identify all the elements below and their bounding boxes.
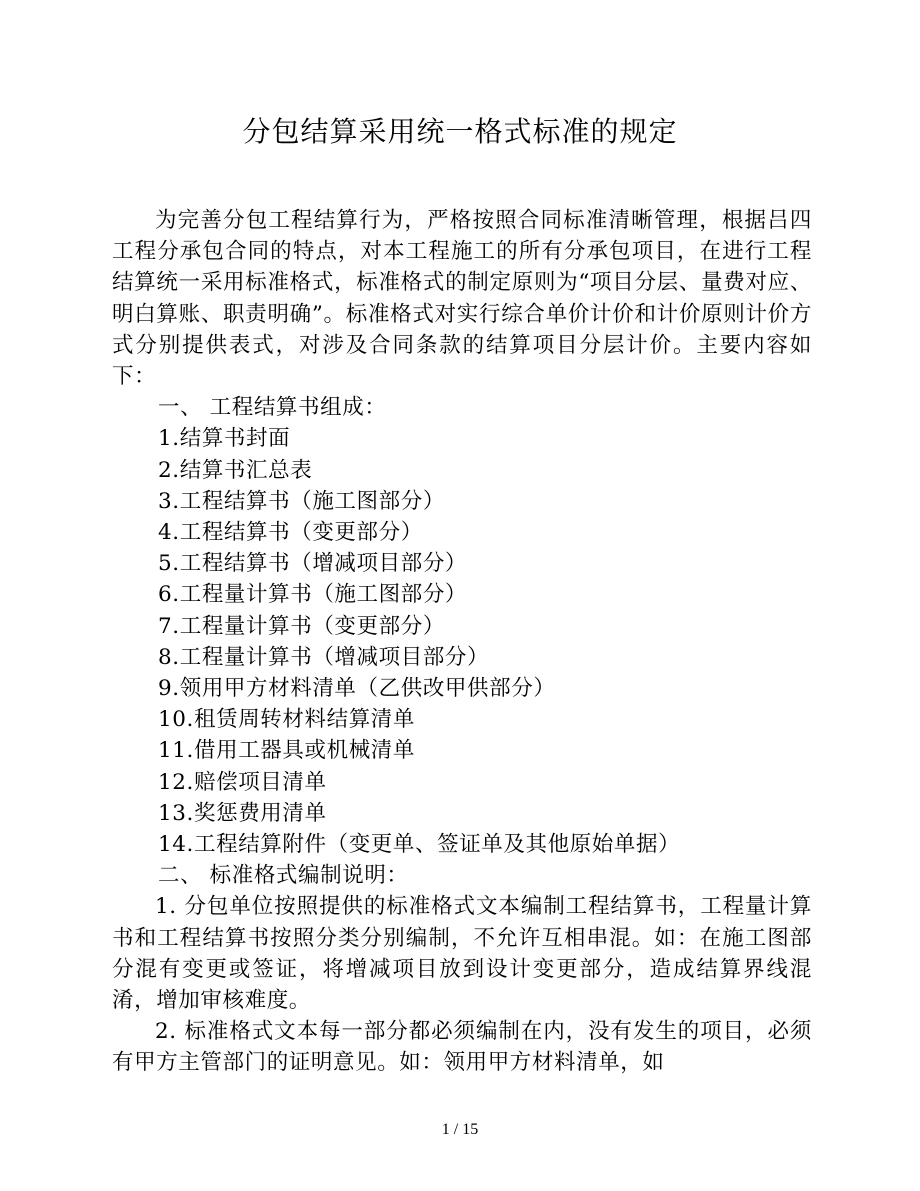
list-item: 6.工程量计算书（施工图部分） xyxy=(158,582,468,608)
list-item: 14.工程结算附件（变更单、签证单及其他原始单据） xyxy=(158,832,681,858)
list-item: 11.借用工器具或机械清单 xyxy=(158,738,415,764)
intro-paragraph: 为完善分包工程结算行为，严格按照合同标准清晰管理，根据吕四工程分承包合同的特点，对本工程施工的所有分承包项目，在进行工程结算统一采用标准格式，标准格式的制定原则为“项目分层、量费对应、明白算账、职责明确”。标准格式对实行综合单价计价和计价原则计价方式分别提供表式，对涉及合同条款的结算项目分层计价。主要内容如下： xyxy=(112,208,812,390)
section-heading: 一、 工程结算书组成： xyxy=(158,395,387,421)
list-item: 3.工程结算书（施工图部分） xyxy=(158,488,445,514)
explanation-paragraph: 2. 标准格式文本每一部分都必须编制在内，没有发生的项目，必须有甲方主管部门的证明意见。如：领用甲方材料清单，如 xyxy=(112,1019,812,1076)
list-item: 1.结算书封面 xyxy=(158,426,291,452)
section-heading: 二、 标准格式编制说明： xyxy=(158,863,409,889)
document-title: 分包结算采用统一格式标准的规定 xyxy=(242,115,678,148)
list-item: 2.结算书汇总表 xyxy=(158,457,313,483)
list-item: 12.赔偿项目清单 xyxy=(158,769,327,795)
explanation-paragraph: 1. 分包单位按照提供的标准格式文本编制工程结算书，工程量计算书和工程结算书按照分类分别编制，不允许互相串混。如：在施工图部分混有变更或签证，将增减项目放到设计变更部分，造成结算界线混淆，增加审核难度。 xyxy=(112,894,812,1014)
list-item: 10.租赁周转材料结算清单 xyxy=(158,707,415,733)
list-item: 13.奖惩费用清单 xyxy=(158,800,327,826)
list-item: 8.工程量计算书（增减项目部分） xyxy=(158,644,490,670)
page-number: 1 / 15 xyxy=(441,1121,479,1138)
list-item: 7.工程量计算书（变更部分） xyxy=(158,613,445,639)
list-item: 9.领用甲方材料清单（乙供改甲供部分） xyxy=(158,676,556,702)
list-item: 4.工程结算书（变更部分） xyxy=(158,520,423,546)
document-body xyxy=(112,205,812,1079)
list-item: 5.工程结算书（增减项目部分） xyxy=(158,551,468,577)
